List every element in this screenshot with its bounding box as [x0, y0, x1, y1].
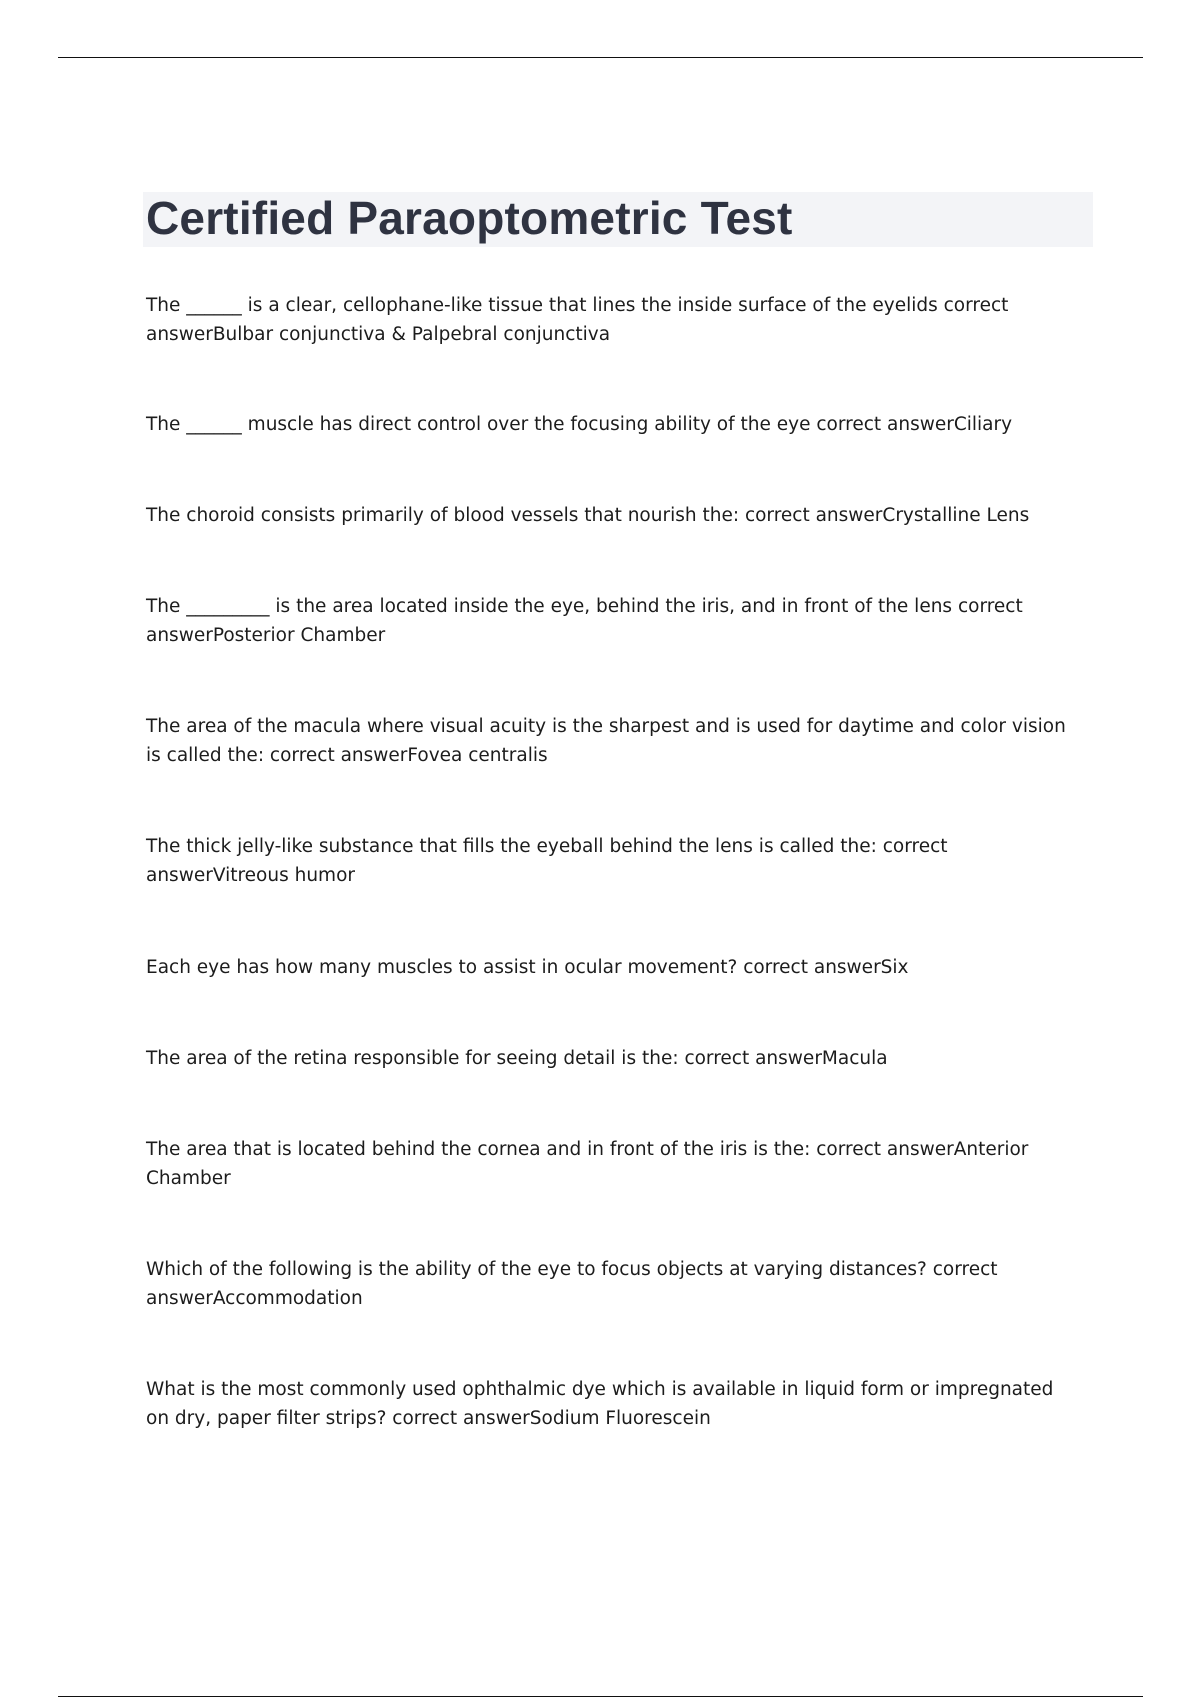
- qa-item-10: Which of the following is the ability of the eye to focus objects at varying distances? correct answerAccommodation: [146, 1259, 998, 1309]
- qa-item-9: The area that is located behind the cornea and in front of the iris is the: correct answerAnterior Chamber: [146, 1139, 1029, 1189]
- qa-item-7: Each eye has how many muscles to assist in ocular movement? correct answerSix: [146, 957, 909, 978]
- qa-item-2: The ______ muscle has direct control over the focusing ability of the eye correct answerCiliary: [146, 414, 1013, 435]
- qa-item-11: What is the most commonly used ophthalmic dye which is available in liquid form or impregnated on dry, paper filter strips? correct answerSodium Fluorescein: [146, 1379, 1054, 1429]
- qa-item-5: The area of the macula where visual acuity is the sharpest and is used for daytime and color vision is called the: correct answerFovea centralis: [146, 716, 1066, 766]
- qa-item-4: The _________ is the area located inside the eye, behind the iris, and in front of the lens correct answerPosterior Chamber: [146, 596, 1023, 646]
- bottom-rule: [58, 1696, 1143, 1697]
- qa-item-8: The area of the retina responsible for seeing detail is the: correct answerMacula: [146, 1048, 888, 1069]
- qa-item-1: The ______ is a clear, cellophane-like tissue that lines the inside surface of the eyelids correct answerBulbar conjunctiva & Palpebral conjunctiva: [146, 295, 1009, 345]
- qa-item-6: The thick jelly-like substance that fills the eyeball behind the lens is called the: correct answerVitreous humor: [146, 836, 948, 886]
- top-rule: [58, 57, 1143, 58]
- qa-item-3: The choroid consists primarily of blood vessels that nourish the: correct answerCrystalline Lens: [146, 505, 1030, 526]
- page-title: Certified Paraoptometric Test: [146, 192, 793, 244]
